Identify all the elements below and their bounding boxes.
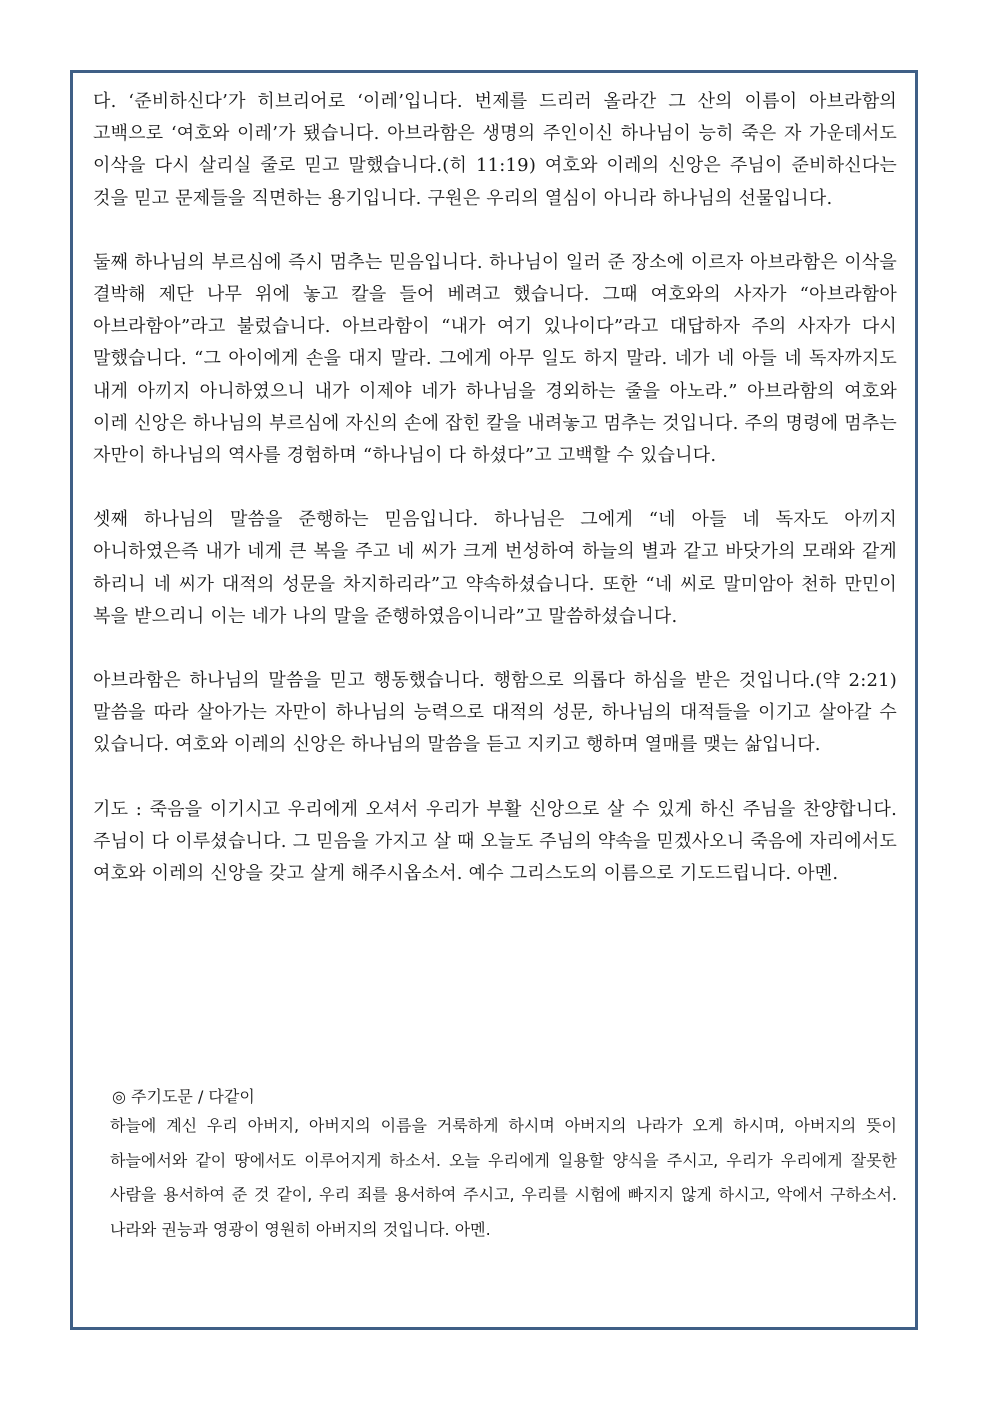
lords-prayer-text: 하늘에 계신 우리 아버지, 아버지의 이름을 거룩하게 하시며 아버지의 나라가 오게 하시며, 아버지의 뜻이 하늘에서와 같이 땅에서도 이루어지게 하소서. 오늘 우리에게 일용할 양식을 주시고, 우리가 우리에게 잘못한 사람을 용서하여 준 것 같이, 우리 죄를 용서하여 주시고, 우리를 시험에 빠지지 않게 하시고, 악에서 구하소서. 나라와 권능과 영광이 영원히 아버지의 것입니다. 아멘. (110, 1116, 897, 1239)
paragraph-second-point: 둘째 하나님의 부르심에 즉시 멈추는 믿음입니다. 하나님이 일러 준 장소에 이르자 아브라함은 이삭을 결박해 제단 나무 위에 놓고 칼을 들어 베려고 했습니다. 그때 여호와의 사자가 “아브라함아 아브라함아”라고 불렀습니다. 아브라함이 “내가 여기 있나이다”라고 대답하자 주의 사자가 다시 말했습니다. “그 아이에게 손을 대지 말라. 그에게 아무 일도 하지 말라. 네가 네 아들 네 독자까지도 내게 아끼지 아니하였으니 내가 이제야 네가 하나님을 경외하는 줄을 아노라.” 아브라함의 여호와 이레 신앙은 하나님의 부르심에 자신의 손에 잡힌 칼을 내려놓고 멈추는 것입니다. 주의 명령에 멈추는 자만이 하나님의 역사를 경험하며 “하나님이 다 하셨다”고 고백할 수 있습니다. (93, 251, 898, 467)
lords-prayer-section (112, 1085, 897, 1247)
paragraph-third-point: 셋째 하나님의 말씀을 준행하는 믿음입니다. 하나님은 그에게 “네 아들 네 독자도 아끼지 아니하였은즉 내가 네게 큰 복을 주고 네 씨가 크게 번성하여 하늘의 별과 같고 바닷가의 모래와 같게 하리니 네 씨가 대적의 성문을 차지하리라”고 약속하셨습니다. 또한 “네 씨로 말미암아 천하 만민이 복을 받으리니 이는 네가 나의 말을 준행하였음이니라”고 말씀하셨습니다. (93, 509, 897, 627)
sermon-body (93, 86, 897, 922)
paragraph-yeohowa-ire: 다. ‘준비하신다’가 히브리어로 ‘이레’입니다. 번제를 드리러 올라간 그 산의 이름이 아브라함의 고백으로 ‘여호와 이레’가 됐습니다. 아브라함은 생명의 주인이신 하나님이 능히 죽은 자 가운데서도 이삭을 다시 살리실 줄로 믿고 말했습니다.(히 11:19) 여호와 이레의 신앙은 주님이 준비하신다는 것을 믿고 문제들을 직면하는 용기입니다. 구원은 우리의 열심이 아니라 하나님의 선물입니다. (93, 91, 897, 209)
paragraph-prayer: 기도 : 죽음을 이기시고 우리에게 오셔서 우리가 부활 신앙으로 살 수 있게 하신 주님을 찬양합니다. 주님이 다 이루셨습니다. 그 믿음을 가지고 살 때 오늘도 주님의 약속을 믿겠사오니 죽음에 자리에서도 여호와 이레의 신앙을 갖고 살게 해주시옵소서. 예수 그리스도의 이름으로 기도드립니다. 아멘. (93, 798, 898, 885)
paragraph-abraham-obedience: 아브라함은 하나님의 말씀을 믿고 행동했습니다. 행함으로 의롭다 하심을 받은 것입니다.(약 2:21) 말씀을 따라 살아가는 자만이 하나님의 능력으로 대적의 성문, 하나님의 대적들을 이기고 살아갈 수 있습니다. 여호와 이레의 신앙은 하나님의 말씀을 듣고 지키고 행하며 열매를 맺는 삶입니다. (93, 670, 897, 756)
lords-prayer-heading: ◎ 주기도문 / 다같이 (112, 1087, 255, 1106)
